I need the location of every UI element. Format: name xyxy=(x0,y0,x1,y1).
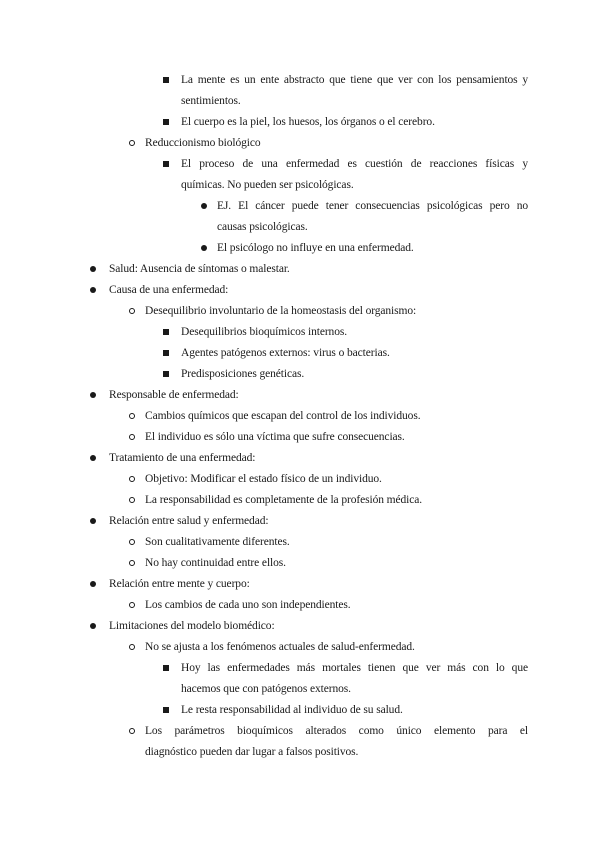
list-item-text: EJ. El cáncer puede tener consecuencias psicológicas pero no xyxy=(217,200,528,212)
circle-bullet-icon xyxy=(129,644,135,650)
square-bullet-icon xyxy=(163,161,169,167)
list-item-text: Relación entre salud y enfermedad: xyxy=(109,515,269,527)
disc-bullet-icon xyxy=(90,623,96,629)
list-item-text: Le resta responsabilidad al individuo de su salud. xyxy=(181,704,403,716)
list-item-text: La responsabilidad es completamente de la profesión médica. xyxy=(145,494,423,506)
square-bullet-icon xyxy=(163,77,169,83)
list-item-text: Objetivo: Modificar el estado físico de un individuo. xyxy=(145,473,382,485)
square-bullet-icon xyxy=(163,329,169,335)
list-item-text: Tratamiento de una enfermedad: xyxy=(109,452,256,464)
list-item-text: causas psicológicas. xyxy=(217,221,308,233)
list-item-text: Agentes patógenos externos: virus o bacterias. xyxy=(181,347,390,359)
disc-bullet-icon xyxy=(90,455,96,461)
square-bullet-icon xyxy=(163,707,169,713)
square-bullet-icon xyxy=(163,371,169,377)
disc-bullet-icon xyxy=(90,581,96,587)
list-item-text: hacemos que con patógenos externos. xyxy=(181,683,351,695)
list-item-text: Responsable de enfermedad: xyxy=(109,389,239,401)
list-item-text: El cuerpo es la piel, los huesos, los órganos o el cerebro. xyxy=(181,116,435,128)
list-item-text: Cambios químicos que escapan del control de los individuos. xyxy=(145,410,421,422)
list-item-text: Limitaciones del modelo biomédico: xyxy=(109,620,275,632)
circle-bullet-icon xyxy=(129,308,135,314)
list-item-text: Salud: Ausencia de síntomas o malestar. xyxy=(109,263,290,275)
list-item-text: Causa de una enfermedad: xyxy=(109,284,229,296)
list-item-text: químicas. No pueden ser psicológicas. xyxy=(181,179,354,191)
list-item-text: Hoy las enfermedades más mortales tienen que ver más con lo que xyxy=(181,662,528,674)
list-item-text: diagnóstico pueden dar lugar a falsos positivos. xyxy=(145,746,359,758)
disc-bullet-icon xyxy=(90,392,96,398)
list-item-text: Desequilibrio involuntario de la homeostasis del organismo: xyxy=(145,305,417,317)
circle-bullet-icon xyxy=(129,476,135,482)
list-item-text: El individuo es sólo una víctima que sufre consecuencias. xyxy=(145,431,405,443)
square-bullet-icon xyxy=(163,119,169,125)
list-item-text: No hay continuidad entre ellos. xyxy=(145,557,286,569)
disc-bullet-icon xyxy=(90,518,96,524)
circle-bullet-icon xyxy=(129,497,135,503)
circle-bullet-icon xyxy=(129,434,135,440)
circle-bullet-icon xyxy=(129,140,135,146)
disc-bullet-icon xyxy=(90,287,96,293)
list-item-text: Predisposiciones genéticas. xyxy=(181,368,305,380)
list-item-text: Reduccionismo biológico xyxy=(145,137,261,149)
disc-bullet-icon xyxy=(90,266,96,272)
list-item-text: Desequilibrios bioquímicos internos. xyxy=(181,326,348,338)
list-item-text: Son cualitativamente diferentes. xyxy=(145,536,290,548)
square-bullet-icon xyxy=(163,665,169,671)
list-item-text: Los parámetros bioquímicos alterados como único elemento para el xyxy=(145,725,528,737)
disc-bullet-icon xyxy=(201,203,207,209)
list-item-text: El psicólogo no influye en una enfermedad. xyxy=(217,242,414,254)
circle-bullet-icon xyxy=(129,728,135,734)
circle-bullet-icon xyxy=(129,602,135,608)
list-item-text: Relación entre mente y cuerpo: xyxy=(109,578,250,590)
disc-bullet-icon xyxy=(201,245,207,251)
circle-bullet-icon xyxy=(129,560,135,566)
list-item-text: La mente es un ente abstracto que tiene que ver con los pensamientos y xyxy=(181,74,528,86)
square-bullet-icon xyxy=(163,350,169,356)
circle-bullet-icon xyxy=(129,539,135,545)
list-item-text: Los cambios de cada uno son independientes. xyxy=(145,599,351,611)
list-item-text: El proceso de una enfermedad es cuestión de reacciones físicas y xyxy=(181,158,528,170)
circle-bullet-icon xyxy=(129,413,135,419)
list-item-text: No se ajusta a los fenómenos actuales de salud-enfermedad. xyxy=(145,641,415,653)
list-item-text: sentimientos. xyxy=(181,95,241,107)
